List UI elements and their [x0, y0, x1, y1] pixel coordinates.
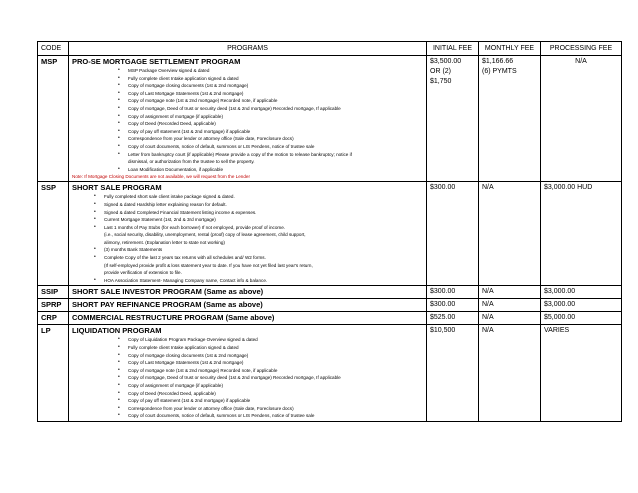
list-item: • Fully completed short sale client intake package signed & dated. [72, 193, 423, 201]
initial-fee-value: $3,500.00 [430, 58, 462, 65]
list-item: • Copy of Deed (Recorded Deed, applicable) [72, 120, 423, 128]
header-monthly-fee: MONTHLY FEE [479, 42, 541, 56]
list-item: • Copy of assignment of mortgage (if applicable) [72, 382, 423, 390]
program-cell [69, 325, 427, 422]
processing-fee-cell: VARIES [541, 325, 622, 422]
list-item: • Copy of mortgage, Deed of trust or security deed (1st & 2nd mortgage) Recorded mortgage, If applicable [72, 374, 423, 382]
table-row-crp [38, 312, 622, 325]
requirements-list [72, 336, 423, 420]
initial-fee-cell: $300.00 [427, 182, 479, 286]
initial-fee-cell: $525.00 [427, 312, 479, 325]
program-title: PRO-SE MORTGAGE SETTLEMENT PROGRAM [72, 57, 241, 66]
row-code: CRP [38, 312, 69, 325]
row-code: MSP [38, 56, 69, 182]
table-row-sprp [38, 299, 622, 312]
header-code: CODE [38, 42, 69, 56]
monthly-fee-cell: N/A [479, 182, 541, 286]
list-item: • Copy of mortgage note (1st & 2nd mortgage) Recorded note, if applicable [72, 97, 423, 105]
list-item: • Copy of pay off statement (1st & 2nd mortgage) if applicable [72, 397, 423, 405]
program-title: LIQUIDATION PROGRAM [72, 326, 162, 336]
header-programs: PROGRAMS [69, 42, 427, 56]
list-item: • Signed & dated Hardship letter explaining reason for default. [72, 201, 423, 209]
table-row-ssip [38, 286, 622, 299]
header-row [38, 42, 622, 56]
monthly-fee-cell: N/A [479, 299, 541, 312]
list-item: • Copy of court documents, notice of default, summons or LIS Pendens, notice of trustee sale [72, 143, 423, 151]
list-item: • Copy of mortgage, Deed of trust or security deed (1st & 2nd mortgage) Recorded mortgage, If applicable [72, 105, 423, 113]
monthly-fee-payments: (6) PYMTS [482, 68, 517, 75]
list-item-continuation: (If self-employed provide profit & loss statement year to date. If you have not yet filed last year's return, [104, 262, 313, 268]
lender-note: Note: If Mortgage Closing Documents are not available, we will request from the Lender [72, 174, 250, 180]
monthly-fee-cell [479, 56, 541, 182]
monthly-fee-cell: N/A [479, 312, 541, 325]
processing-fee-cell: $3,000.00 [541, 299, 622, 312]
list-item: • Copy of Liquidation Program Package Overview signed & dated [72, 336, 423, 344]
requirements-list [72, 193, 423, 284]
list-item: • Correspondence from your lender or attorney office (Sale date, Foreclosure docs) [72, 135, 423, 143]
list-item: • Letter from bankruptcy court (if applicable) Please provide a copy of the motion to release bankruptcy; notice if [72, 151, 423, 159]
list-item: • (3) months Bank Statements [72, 246, 423, 254]
processing-fee-cell: $5,000.00 [541, 312, 622, 325]
processing-fee-cell: $3,000.00 [541, 286, 622, 299]
initial-fee-cell: $300.00 [427, 299, 479, 312]
monthly-fee-value: $1,166.66 [482, 58, 514, 65]
list-item: • Copy of pay off statement (1st & 2nd mortgage) if applicable [72, 128, 423, 136]
program-cell [69, 182, 427, 286]
list-item: • Copy of Last Mortgage Statements (1st & 2nd mortgage) [72, 90, 423, 98]
monthly-fee-cell: N/A [479, 325, 541, 422]
program-cell [69, 56, 427, 182]
initial-fee-cell: $10,500 [427, 325, 479, 422]
list-item: • Loan Modification Documentation, if applicable [72, 166, 423, 174]
row-code: SSIP [38, 286, 69, 299]
list-item: • Signed & dated Completed Financial Statement listing income & expenses. [72, 209, 423, 217]
header-processing-fee: PROCESSING FEE [541, 42, 622, 56]
list-item-continuation: (i.e., social security, disability, unemployment, rental (proof) copy of lease agreement, child support, [104, 232, 306, 238]
list-item-continuation: alimony, retirement. (Explanation letter to state not working) [104, 239, 225, 245]
processing-fee-cell: N/A [541, 56, 622, 182]
program-title: SHORT PAY REFINANCE PROGRAM (Same as above) [69, 299, 427, 312]
list-item: • Copy of assignment of mortgage (if applicable) [72, 113, 423, 121]
list-item: • MSP Package Overview signed & dated [72, 67, 423, 75]
initial-fee-cell [427, 56, 479, 182]
list-item: • Fully complete client Intake application signed & dated [72, 344, 423, 352]
list-item: • Fully complete client Intake application signed & dated [72, 75, 423, 83]
table-row-lp [38, 325, 622, 422]
list-item: • Last 1 months of Pay Stubs (for each borrower) If not employed, provide proof of income. [72, 224, 423, 232]
initial-fee-cell: $300.00 [427, 286, 479, 299]
program-title: SHORT SALE PROGRAM [72, 183, 162, 193]
list-item-continuation: provide verification of extension to file. [104, 270, 182, 276]
row-code: SPRP [38, 299, 69, 312]
list-item: • Current Mortgage Statement (1st, 2nd & 3rd mortgage) [72, 216, 423, 224]
header-initial-fee: INITIAL FEE [427, 42, 479, 56]
list-item-continuation: dismissal, or authorization from the trustee to sell the property. [128, 159, 255, 165]
list-item: • HOA Association Statement- Managing Company name, Contact info & balance. [72, 277, 423, 285]
list-item: • Copy of mortgage closing documents (1st & 2nd mortgage) [72, 352, 423, 360]
list-item: • Complete Copy of the last 2 years tax returns with all schedules and/ W2 forms. [72, 254, 423, 262]
list-item: • Copy of Deed (Recorded Deed, applicable) [72, 390, 423, 398]
programs-table [37, 41, 622, 422]
fee-schedule-document [37, 41, 621, 422]
row-code: LP [38, 325, 69, 422]
monthly-fee-cell: N/A [479, 286, 541, 299]
initial-fee-split: $1,750 [430, 78, 452, 85]
requirements-list [72, 67, 423, 173]
table-row-msp [38, 56, 622, 182]
list-item: • Correspondence from your lender or attorney office (Sale date, Foreclosure docs) [72, 405, 423, 413]
initial-fee-option: OR (2) [430, 68, 451, 75]
program-title: COMMERCIAL RESTRUCTURE PROGRAM (Same above) [69, 312, 427, 325]
list-item: • Copy of mortgage note (1st & 2nd mortgage) Recorded note, if applicable [72, 367, 423, 375]
list-item: • Copy of Last Mortgage Statements (1st & 2nd mortgage) [72, 359, 423, 367]
row-code: SSP [38, 182, 69, 286]
list-item: • Copy of mortgage closing documents (1st & 2nd mortgage) [72, 82, 423, 90]
list-item: • Copy of court documents, notice of default, summons or LIS Pendens, notice of trustee sale [72, 412, 423, 420]
table-row-ssp [38, 182, 622, 286]
processing-fee-cell: $3,000.00 HUD [541, 182, 622, 286]
program-title: SHORT SALE INVESTOR PROGRAM (Same as above) [69, 286, 427, 299]
